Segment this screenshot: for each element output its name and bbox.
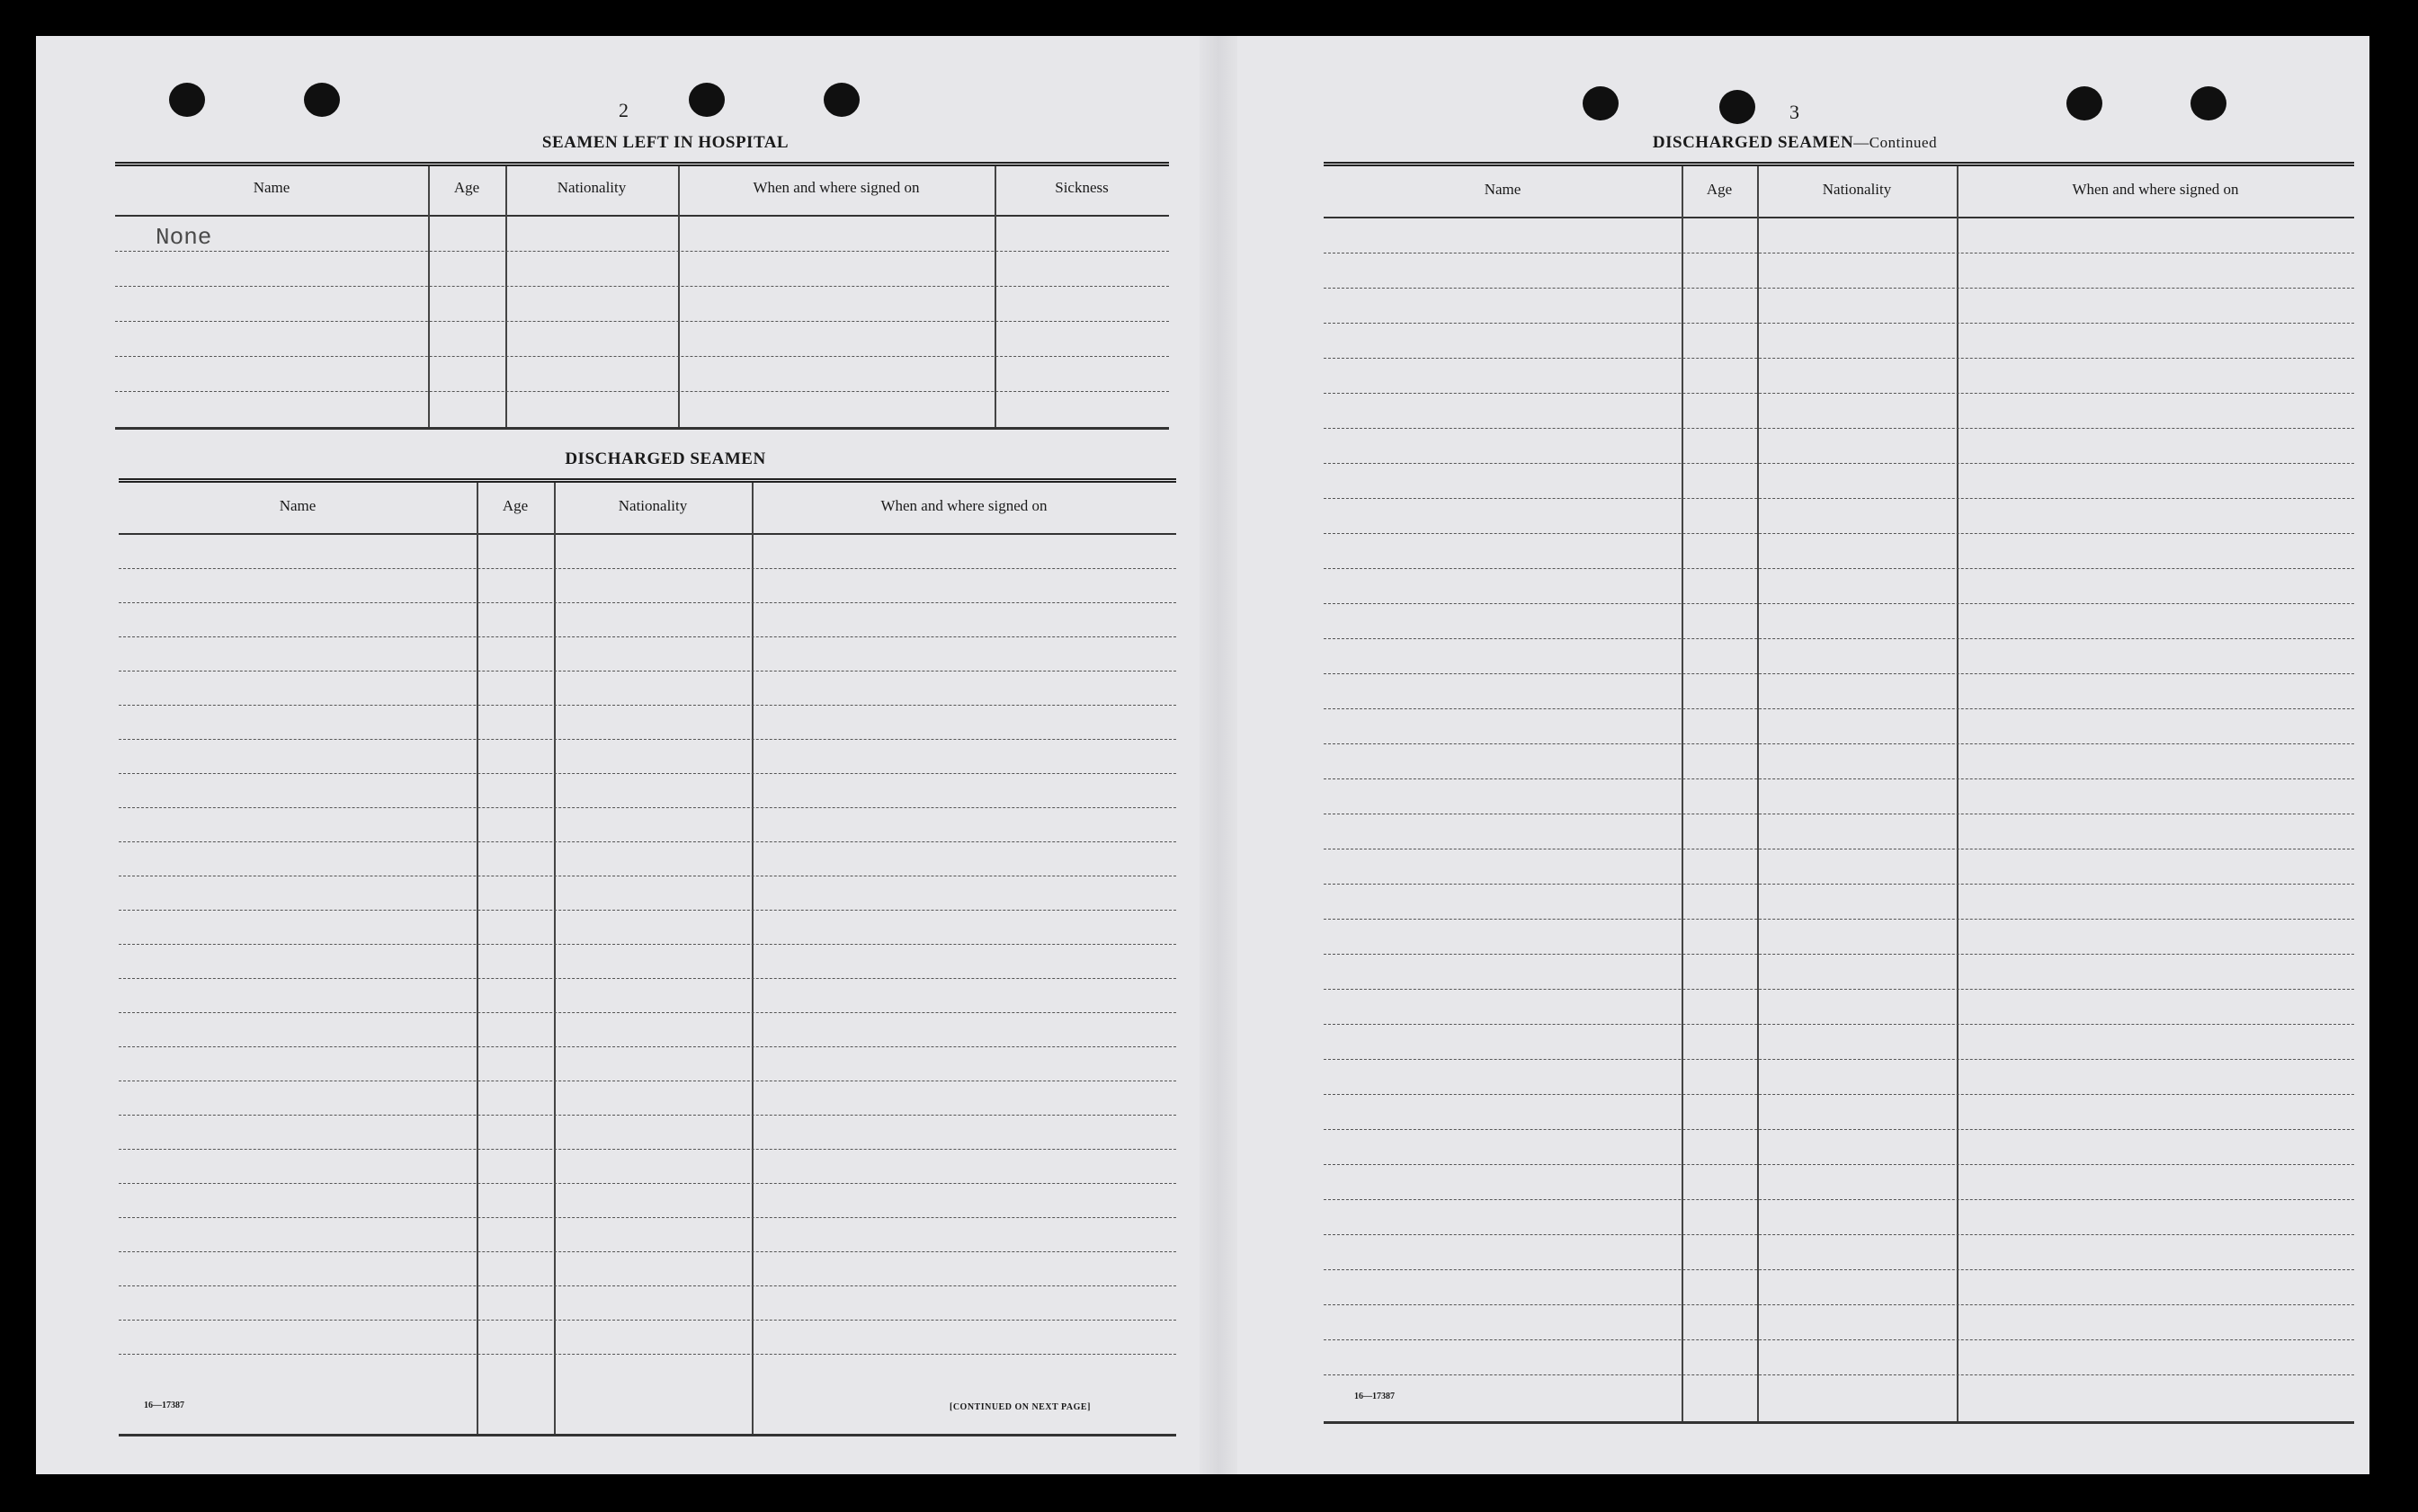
table-row xyxy=(1324,253,2354,289)
table-row xyxy=(119,1286,1176,1321)
table-row xyxy=(1324,394,2354,429)
table-row xyxy=(1324,289,2354,324)
page-fold xyxy=(1200,36,1237,1474)
handwritten-entry: None xyxy=(156,224,212,251)
table-row xyxy=(119,740,1176,774)
table-row xyxy=(1324,849,2354,885)
table-row xyxy=(1324,218,2354,253)
table-row xyxy=(1324,1095,2354,1130)
table-row xyxy=(119,1321,1176,1355)
scanned-document xyxy=(36,36,2369,1474)
column-header-name: Name xyxy=(1484,181,1521,198)
hospital-section-title: SEAMEN LEFT IN HOSPITAL xyxy=(541,133,790,152)
table-header xyxy=(1324,166,2354,218)
table-row xyxy=(119,1184,1176,1218)
column-header-age: Age xyxy=(1706,181,1733,198)
table-row xyxy=(119,774,1176,808)
title-suffix: —Continued xyxy=(1853,134,1938,151)
punch-hole xyxy=(1583,86,1619,120)
table-row xyxy=(1324,1130,2354,1165)
table-row xyxy=(119,808,1176,842)
hospital-table xyxy=(115,162,1169,430)
table-body xyxy=(119,535,1176,1434)
discharged-table xyxy=(119,478,1176,1436)
punch-hole xyxy=(169,83,205,117)
column-header-sickness: Sickness xyxy=(1055,179,1109,196)
table-row xyxy=(1324,814,2354,849)
table-row xyxy=(119,979,1176,1013)
punch-hole xyxy=(2190,86,2226,120)
table-row xyxy=(119,603,1176,637)
table-row xyxy=(1324,359,2354,394)
table-row xyxy=(119,1150,1176,1184)
column-header-when-where: When and where signed on xyxy=(2072,181,2239,198)
table-row xyxy=(1324,639,2354,674)
title-main: DISCHARGED SEAMEN xyxy=(1652,133,1854,152)
column-header-when-where: When and where signed on xyxy=(753,179,920,196)
column-header-nationality: Nationality xyxy=(1822,181,1892,198)
left-page xyxy=(36,36,1200,1474)
column-header-nationality: Nationality xyxy=(618,497,688,514)
column-header-name: Name xyxy=(253,179,290,196)
right-page xyxy=(1237,36,2369,1474)
punch-hole xyxy=(2066,86,2102,120)
column-header-when-where: When and where signed on xyxy=(880,497,1048,514)
punch-hole xyxy=(304,83,340,117)
table-row xyxy=(119,1355,1176,1389)
table-row xyxy=(1324,1200,2354,1235)
table-row xyxy=(1324,1165,2354,1200)
table-row xyxy=(119,842,1176,876)
table-row xyxy=(1324,779,2354,814)
table-row xyxy=(1324,955,2354,990)
form-number: 16—17387 xyxy=(1354,1392,1395,1401)
table-row xyxy=(115,287,1169,322)
table-header xyxy=(119,483,1176,535)
table-row xyxy=(115,322,1169,357)
column-header-name: Name xyxy=(279,497,317,514)
column-header-age: Age xyxy=(502,497,529,514)
table-row xyxy=(115,357,1169,392)
table-row xyxy=(1324,674,2354,709)
table-row xyxy=(119,1116,1176,1150)
table-row xyxy=(1324,464,2354,499)
punch-hole xyxy=(1719,90,1755,124)
table-row xyxy=(119,1047,1176,1081)
table-row xyxy=(1324,1060,2354,1095)
page-number: 3 xyxy=(1789,101,1799,123)
table-row xyxy=(119,911,1176,945)
table-row xyxy=(1324,1375,2354,1410)
table-row xyxy=(1324,499,2354,534)
table-row xyxy=(1324,429,2354,464)
table-row xyxy=(1324,604,2354,639)
table-row xyxy=(119,876,1176,911)
column-header-nationality: Nationality xyxy=(557,179,627,196)
table-row xyxy=(1324,1305,2354,1340)
table-row xyxy=(1324,569,2354,604)
table-row xyxy=(119,1013,1176,1047)
column-header-age: Age xyxy=(453,179,480,196)
table-row xyxy=(119,672,1176,706)
table-body xyxy=(115,217,1169,427)
table-row xyxy=(119,1218,1176,1252)
continued-footnote: [CONTINUED ON NEXT PAGE] xyxy=(950,1402,1091,1412)
discharged-section-title: DISCHARGED SEAMEN xyxy=(565,449,766,468)
table-row xyxy=(119,569,1176,603)
page-number: 2 xyxy=(619,99,629,121)
table-row xyxy=(1324,990,2354,1025)
table-row xyxy=(115,252,1169,287)
table-row xyxy=(119,945,1176,979)
discharged-table-continued xyxy=(1324,162,2354,1424)
table-row xyxy=(1324,1235,2354,1270)
table-row xyxy=(1324,920,2354,955)
table-row xyxy=(1324,1025,2354,1060)
table-row xyxy=(115,217,1169,252)
table-row xyxy=(1324,709,2354,744)
table-row xyxy=(119,1081,1176,1116)
table-row xyxy=(1324,534,2354,569)
punch-hole xyxy=(689,83,725,117)
form-number: 16—17387 xyxy=(144,1401,184,1410)
punch-hole xyxy=(824,83,860,117)
table-row xyxy=(1324,324,2354,359)
table-row xyxy=(1324,744,2354,779)
table-row xyxy=(119,535,1176,569)
table-row xyxy=(1324,885,2354,920)
table-row xyxy=(119,637,1176,672)
table-row xyxy=(1324,1270,2354,1305)
table-row xyxy=(119,706,1176,740)
table-header xyxy=(115,166,1169,217)
discharged-continued-title xyxy=(1507,133,2083,153)
table-row xyxy=(1324,1340,2354,1375)
table-body xyxy=(1324,218,2354,1421)
table-row xyxy=(119,1252,1176,1286)
table-row xyxy=(115,392,1169,427)
